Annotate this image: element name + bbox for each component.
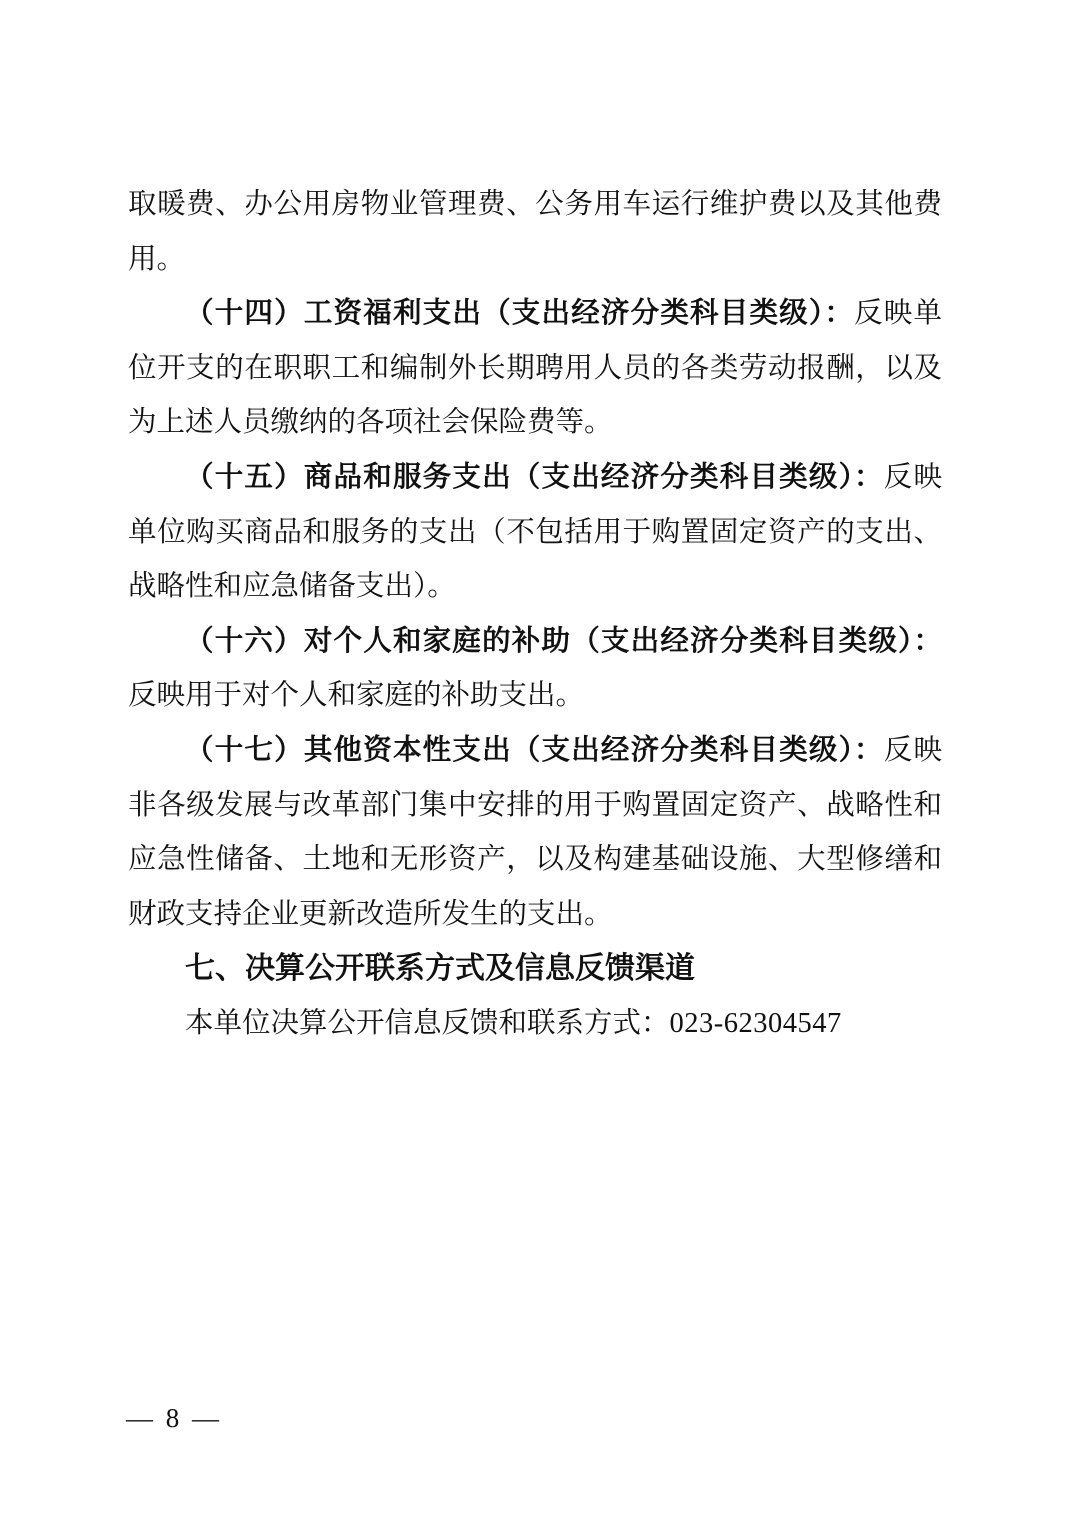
body-line [128, 560, 942, 615]
body-line [128, 287, 942, 342]
text-run: 取暖费、办公用房物业管理费、公务用车运行维护费以及其他费 [128, 189, 942, 220]
body-line [128, 724, 942, 779]
body-line [128, 396, 942, 451]
contact-label: 本单位决算公开信息反馈和联系方式： [185, 1007, 670, 1039]
text-run: 财政支持企业更新改造所发生的支出。 [128, 898, 613, 930]
text-run: 用。 [128, 243, 186, 275]
body-line [128, 233, 942, 288]
body-line [128, 506, 942, 561]
body-line [128, 669, 942, 724]
paragraph-lead-in: （十七）其他资本性支出（支出经济分类科目类级）： [185, 734, 884, 766]
body-line [128, 779, 942, 834]
contact-line [128, 997, 942, 1052]
section-heading-text: 七、决算公开联系方式及信息反馈渠道 [185, 952, 695, 986]
body-line [128, 888, 942, 943]
body-line [128, 342, 942, 397]
document-body [128, 178, 942, 1052]
text-run: 位开支的在职职工和编制外长期聘用人员的各类劳动报酬，以及 [128, 352, 942, 384]
paragraph-lead-in: （十六）对个人和家庭的补助（支出经济分类科目类级）： [185, 625, 942, 657]
body-line [128, 833, 942, 888]
body-line [128, 178, 942, 233]
contact-phone: 023-62304547 [669, 1007, 842, 1039]
paragraph-lead-in: （十五）商品和服务支出（支出经济分类科目类级）： [185, 461, 884, 493]
text-run: 战略性和应急储备支出）。 [128, 571, 456, 603]
body-line [128, 615, 942, 670]
text-run: 反映 [883, 461, 942, 493]
text-run: 单位购买商品和服务的支出（不包括用于购置固定资产的支出、 [128, 516, 942, 548]
text-run: 应急性储备、土地和无形资产，以及构建基础设施、大型修缮和 [128, 844, 942, 876]
paragraph-lead-in: （十四）工资福利支出（支出经济分类科目类级）： [185, 298, 855, 330]
section-heading [128, 942, 942, 997]
text-run: 为上述人员缴纳的各项社会保险费等。 [128, 407, 613, 439]
text-run: 反映 [883, 734, 942, 766]
page-number: — 8 — [126, 1403, 222, 1433]
body-line [128, 451, 942, 506]
text-run: 非各级发展与改革部门集中安排的用于购置固定资产、战略性和 [128, 789, 942, 821]
text-run: 反映单 [854, 298, 942, 330]
text-run: 反映用于对个人和家庭的补助支出。 [128, 680, 585, 712]
